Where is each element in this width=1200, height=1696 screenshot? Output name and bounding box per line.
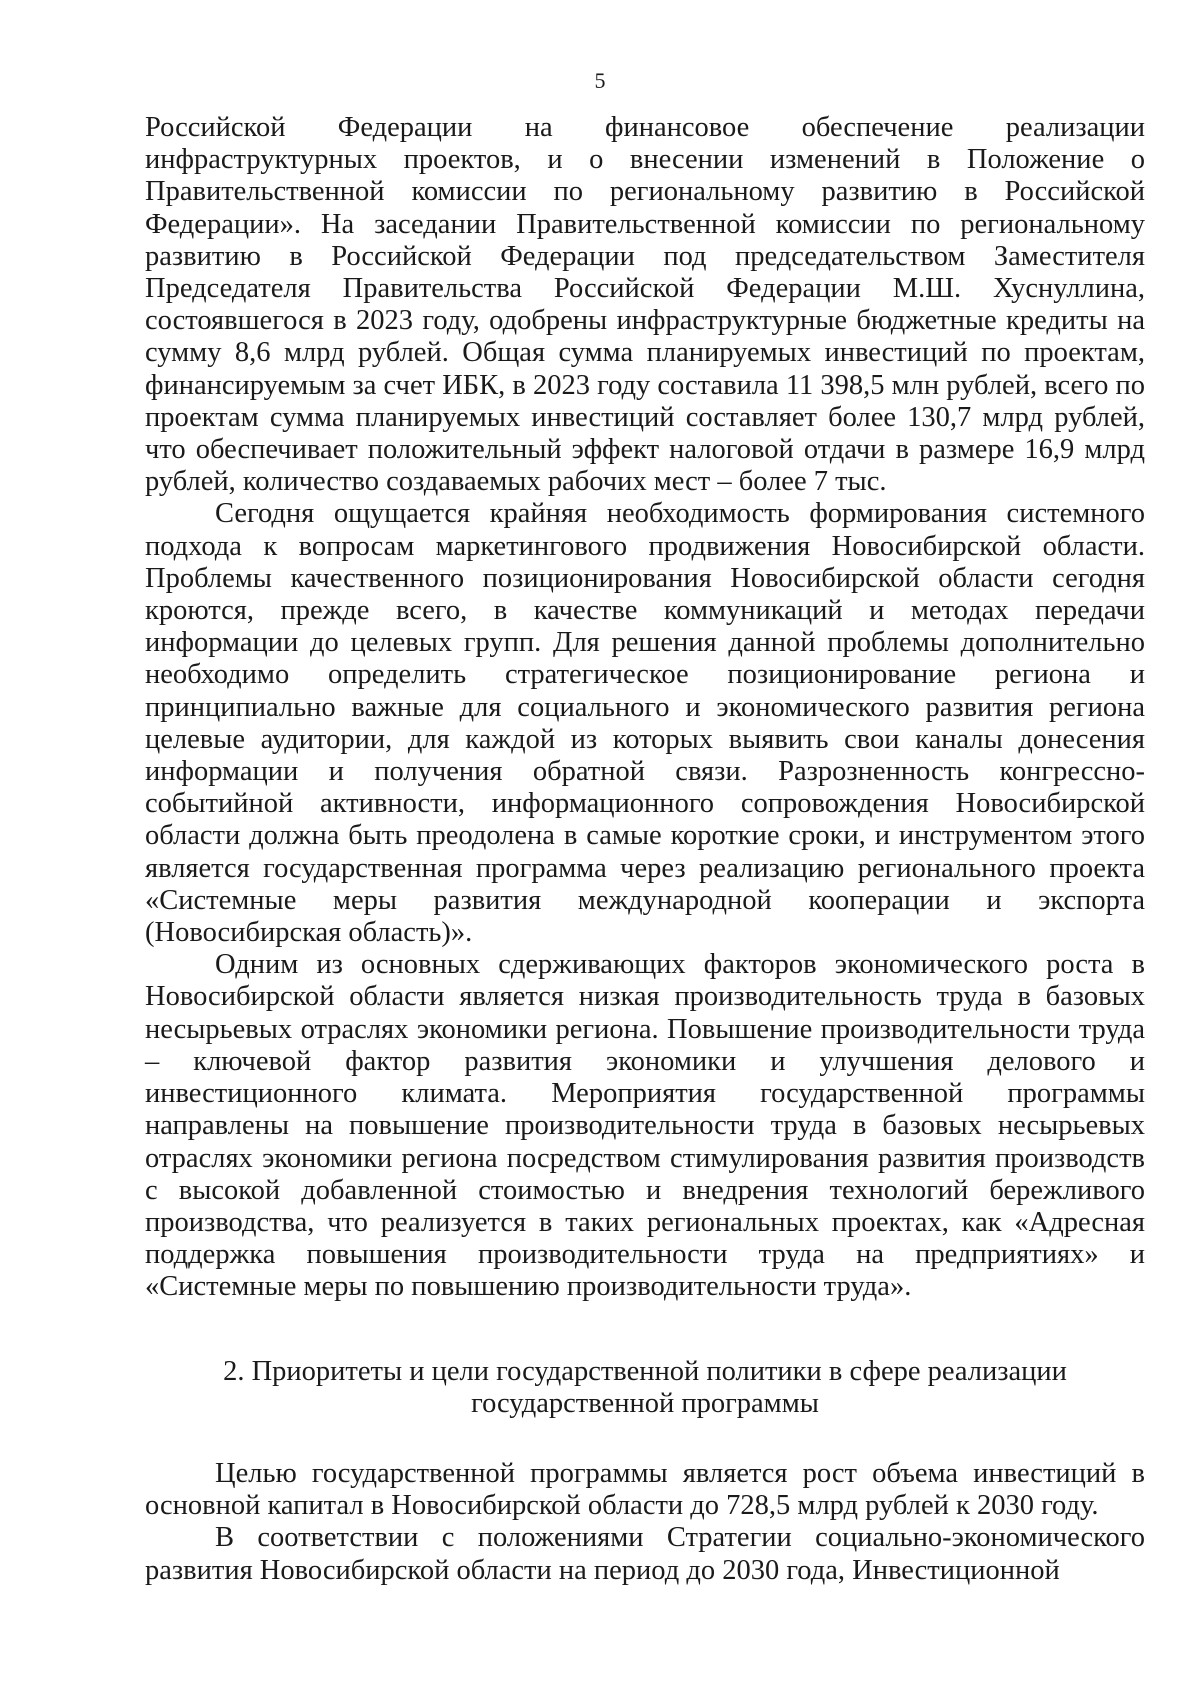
paragraph-productivity: Одним из основных сдерживающих факторов экономического роста в Новосибирской области является низкая производительность труда в базовых несырьевых отраслях экономики региона. Повышение производительности труда – ключевой фактор развития экономики и улучшения делового и инвестиционного климата. Мероприятия государственной программы направлены на повышение производительности труда в базовых несырьевых отраслях экономики региона посредством стимулирования развития производств с высокой добавленной стоимостью и внедрения технологий бережливого производства, что реализуется в таких региональных проектах, как «Адресная поддержка повышения производительности труда на предприятиях» и «Системные меры по повышению производительности труда». (145, 949, 1145, 1303)
paragraph-marketing: Сегодня ощущается крайняя необходимость формирования системного подхода к вопросам маркетингового продвижения Новосибирской области. Проблемы качественного позиционирования Новосибирской области сегодня кроются, прежде всего, в качестве коммуникаций и методах передачи информации до целевых групп. Для решения данной проблемы дополнительно необходимо определить стратегическое позиционирование региона и принципиально важные для социального и экономического развития региона целевые аудитории, для каждой из которых выявить свои каналы донесения информации и получения обратной связи. Разрозненность конгрессно-событийной активности, информационного сопровождения Новосибирской области должна быть преодолена в самые короткие сроки, и инструментом этого является государственная программа через реализацию регионального проекта «Системные меры развития международной кооперации и экспорта (Новосибирская область)». (145, 498, 1145, 949)
section-heading-line-2: государственной программы (471, 1388, 819, 1420)
section-body (145, 1458, 1145, 1587)
section-heading (145, 1356, 1145, 1420)
section-heading-line-1: 2. Приоритеты и цели государственной политики в сфере реализации (223, 1356, 1067, 1387)
paragraph-ibk-credits: Российской Федерации на финансовое обеспечение реализации инфраструктурных проектов, и о внесении изменений в Положение о Правительственной комиссии по региональному развитию в Российской Федерации». На заседании Правительственной комиссии по региональному развитию в Российской Федерации под председательством Заместителя Председателя Правительства Российской Федерации М.Ш. Хуснуллина, состоявшегося в 2023 году, одобрены инфраструктурные бюджетные кредиты на сумму 8,6 млрд рублей. Общая сумма планируемых инвестиций по проектам, финансируемым за счет ИБК, в 2023 году составила 11 398,5 млн рублей, всего по проектам сумма планируемых инвестиций составляет более 130,7 млрд рублей, что обеспечивает положительный эффект налоговой отдачи в размере 16,9 млрд рублей, количество создаваемых рабочих мест – более 7 тыс. (145, 112, 1145, 498)
paragraph-strategy: В соответствии с положениями Стратегии социально-экономического развития Новосибирской области на период до 2030 года, Инвестиционной (145, 1522, 1145, 1586)
paragraph-program-goal: Целью государственной программы является рост объема инвестиций в основной капитал в Новосибирской области до 728,5 млрд рублей к 2030 году. (145, 1458, 1145, 1522)
body-text (145, 112, 1145, 1304)
page-number: 5 (594, 68, 606, 93)
